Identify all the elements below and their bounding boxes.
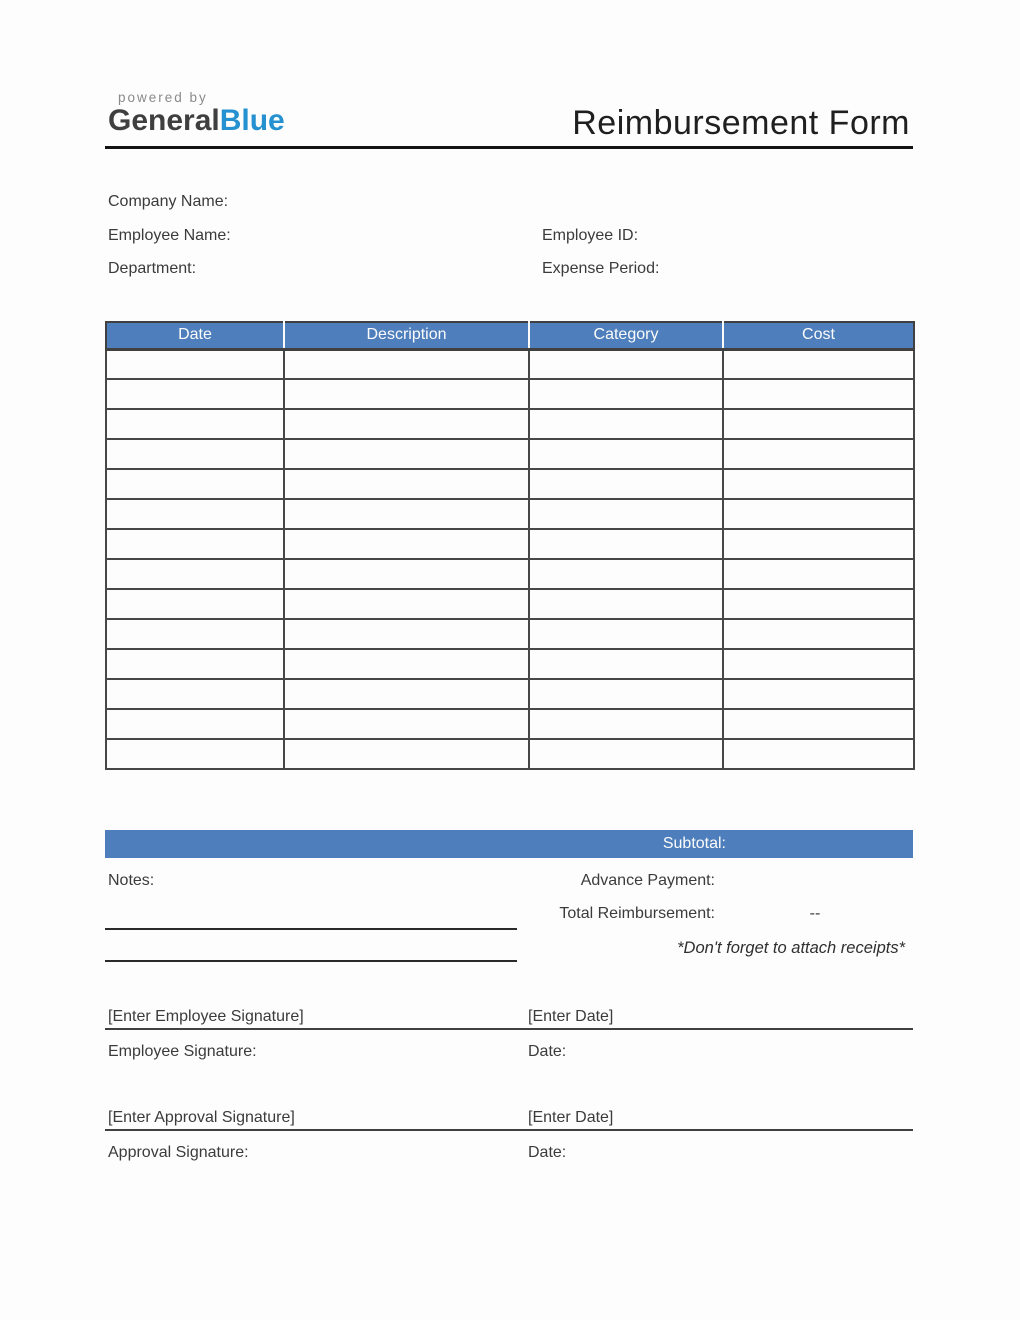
column-header-cost: Cost — [723, 322, 914, 349]
employee-id-label: Employee ID: — [542, 227, 639, 244]
table-cell[interactable] — [723, 469, 914, 499]
table-row — [106, 499, 914, 529]
table-row — [106, 469, 914, 499]
table-cell[interactable] — [106, 739, 284, 769]
table-cell[interactable] — [529, 529, 723, 559]
employee-name-label: Employee Name: — [108, 227, 231, 244]
logo-brand-general: General — [108, 104, 220, 137]
table-cell[interactable] — [529, 739, 723, 769]
page-title: Reimbursement Form — [572, 104, 910, 142]
table-cell[interactable] — [529, 469, 723, 499]
notes-line-1[interactable] — [105, 928, 517, 930]
table-row — [106, 379, 914, 409]
table-cell[interactable] — [723, 379, 914, 409]
table-cell[interactable] — [284, 709, 529, 739]
table-cell[interactable] — [106, 349, 284, 379]
column-header-description: Description — [284, 322, 529, 349]
table-cell[interactable] — [106, 469, 284, 499]
table-cell[interactable] — [106, 439, 284, 469]
table-cell[interactable] — [723, 439, 914, 469]
approval-signature-placeholder[interactable]: [Enter Approval Signature] — [108, 1109, 295, 1126]
advance-payment-label: Advance Payment: — [580, 872, 715, 889]
table-cell[interactable] — [106, 499, 284, 529]
subtotal-label: Subtotal: — [662, 835, 726, 852]
logo-brand-blue: Blue — [219, 104, 285, 137]
logo-powered-by-text: powered by — [118, 90, 208, 105]
table-cell[interactable] — [284, 469, 529, 499]
column-header-category: Category — [529, 322, 723, 349]
approval-signature-rule — [105, 1129, 913, 1131]
table-cell[interactable] — [529, 379, 723, 409]
table-row — [106, 439, 914, 469]
table-cell[interactable] — [723, 559, 914, 589]
employee-signature-rule — [105, 1028, 913, 1030]
table-cell[interactable] — [529, 499, 723, 529]
table-cell[interactable] — [284, 589, 529, 619]
table-row — [106, 619, 914, 649]
total-reimbursement-value: -- — [809, 905, 821, 922]
notes-label: Notes: — [108, 872, 155, 889]
approval-date-placeholder[interactable]: [Enter Date] — [528, 1109, 614, 1126]
table-cell[interactable] — [529, 649, 723, 679]
employee-date-placeholder[interactable]: [Enter Date] — [528, 1008, 614, 1025]
table-cell[interactable] — [284, 439, 529, 469]
expense-period-label: Expense Period: — [542, 260, 660, 277]
table-cell[interactable] — [723, 709, 914, 739]
table-cell[interactable] — [284, 409, 529, 439]
total-reimbursement-label: Total Reimbursement: — [559, 905, 715, 922]
table-cell[interactable] — [529, 589, 723, 619]
expense-table — [105, 321, 915, 770]
table-cell[interactable] — [106, 649, 284, 679]
subtotal-bar — [105, 830, 913, 858]
table-cell[interactable] — [723, 499, 914, 529]
table-cell[interactable] — [723, 649, 914, 679]
table-cell[interactable] — [529, 679, 723, 709]
table-row — [106, 559, 914, 589]
attach-receipts-note: *Don't forget to attach receipts* — [677, 939, 905, 957]
table-row — [106, 709, 914, 739]
column-header-date: Date — [106, 322, 284, 349]
table-cell[interactable] — [723, 739, 914, 769]
general-blue-logo — [108, 90, 285, 137]
notes-line-2[interactable] — [105, 960, 517, 962]
table-cell[interactable] — [284, 529, 529, 559]
table-row — [106, 589, 914, 619]
approval-signature-label: Approval Signature: — [108, 1144, 249, 1161]
table-cell[interactable] — [529, 709, 723, 739]
table-cell[interactable] — [284, 349, 529, 379]
table-cell[interactable] — [284, 499, 529, 529]
table-cell[interactable] — [106, 619, 284, 649]
table-row — [106, 739, 914, 769]
table-cell[interactable] — [529, 349, 723, 379]
table-cell[interactable] — [723, 349, 914, 379]
employee-date-label: Date: — [528, 1043, 567, 1060]
table-row — [106, 679, 914, 709]
table-cell[interactable] — [723, 409, 914, 439]
table-cell[interactable] — [284, 649, 529, 679]
table-row — [106, 409, 914, 439]
header-divider-rule — [105, 146, 913, 149]
table-row — [106, 349, 914, 379]
table-cell[interactable] — [529, 409, 723, 439]
table-cell[interactable] — [529, 619, 723, 649]
table-cell[interactable] — [723, 529, 914, 559]
table-cell[interactable] — [723, 589, 914, 619]
table-cell[interactable] — [106, 409, 284, 439]
company-name-label: Company Name: — [108, 193, 229, 210]
table-cell[interactable] — [106, 589, 284, 619]
table-cell[interactable] — [529, 439, 723, 469]
table-cell[interactable] — [284, 619, 529, 649]
table-cell[interactable] — [106, 529, 284, 559]
table-row — [106, 529, 914, 559]
table-cell[interactable] — [284, 739, 529, 769]
table-cell[interactable] — [284, 559, 529, 589]
table-cell[interactable] — [284, 379, 529, 409]
table-cell[interactable] — [529, 559, 723, 589]
table-cell[interactable] — [284, 679, 529, 709]
approval-date-label: Date: — [528, 1144, 567, 1161]
table-row — [106, 649, 914, 679]
department-label: Department: — [108, 260, 197, 277]
table-cell[interactable] — [106, 559, 284, 589]
employee-signature-label: Employee Signature: — [108, 1043, 257, 1060]
table-cell[interactable] — [106, 679, 284, 709]
table-cell[interactable] — [106, 709, 284, 739]
table-cell[interactable] — [723, 679, 914, 709]
employee-signature-placeholder[interactable]: [Enter Employee Signature] — [108, 1008, 304, 1025]
expense-table-body — [106, 349, 914, 769]
logo-brand-text — [108, 105, 285, 137]
table-cell[interactable] — [723, 619, 914, 649]
table-cell[interactable] — [106, 379, 284, 409]
expense-table-header-row — [106, 322, 914, 349]
